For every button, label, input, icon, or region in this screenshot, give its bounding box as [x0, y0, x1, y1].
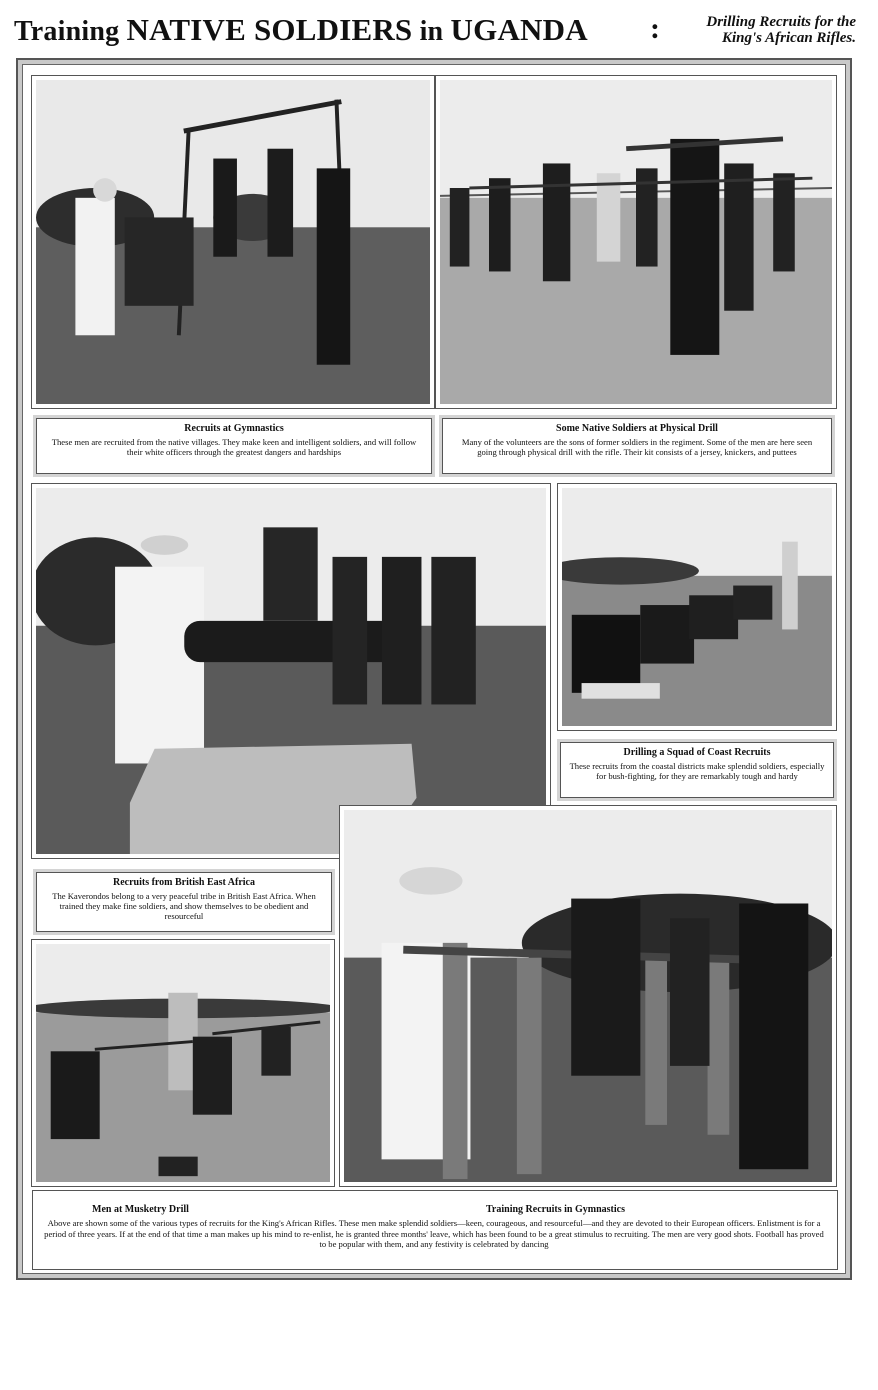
subtitle-line-2: King's African Rifles. — [721, 30, 856, 46]
subtitle — [656, 14, 856, 46]
footer-titles — [36, 1200, 832, 1218]
caption-training-gymnastics-title: Training Recruits in Gymnastics — [486, 1204, 625, 1215]
footer-caption-text: Above are shown some of the various types of recruits for the King's African Rifles. These men make splendid soldiers—keen, courageous, and resourceful—and they are devoted to their European officers. Enlistment is for a period of three years. If at the end of that time a man makes up his mind to re-enlist, he is granted three months' leave, which has been found to be a great stimulus to recruiting. The men are very good shots. Football has proved to be popular with them, and any festivity is celebrated by dancing — [44, 1218, 824, 1249]
caption-coast-recruits — [560, 742, 834, 798]
caption-text: The Kaverondos belong to a very peaceful tribe in British East Africa. When trained they make fine soldiers, and show themselves to be obedient and resourceful — [52, 891, 316, 921]
caption-recruits-gymnastics — [36, 418, 432, 474]
photo-musketry-drill — [32, 940, 334, 1186]
caption-title: Recruits from British East Africa — [112, 877, 255, 888]
caption-title: Some Native Soldiers at Physical Drill — [556, 423, 718, 434]
photo-training-gymnastics — [340, 806, 836, 1186]
caption-title: Drilling a Squad of Coast Recruits — [623, 747, 771, 758]
caption-musketry-title: Men at Musketry Drill — [92, 1204, 189, 1215]
photo-coast-recruits — [558, 484, 836, 730]
caption-text: These recruits from the coastal districts make splendid soldiers, especially for bush-fighting, for they are remarkably tough and hardy — [569, 761, 825, 781]
subtitle-line-1: Drilling Recruits for the — [706, 14, 856, 30]
caption-text: Many of the volunteers are the sons of former soldiers in the regiment. Some of the men are here seen going through physical drill with the rifle. Their kit consists of a jersey, knickers, and puttees — [461, 437, 813, 457]
caption-text: These men are recruited from the native villages. They make keen and intelligent soldiers, and will follow their white officers through the greatest dangers and hardships — [51, 437, 417, 457]
caption-title: Recruits at Gymnastics — [184, 423, 284, 434]
photo-recruits-gymnastics — [32, 76, 434, 408]
photo-british-east-africa — [32, 484, 550, 858]
caption-british-east-africa — [36, 872, 332, 932]
photo-physical-drill — [436, 76, 836, 408]
title-separator: : — [650, 12, 660, 45]
caption-physical-drill — [442, 418, 832, 474]
title-place: UGANDA — [450, 12, 588, 47]
title-prefix: Training — [14, 16, 120, 47]
title-caps: NATIVE SOLDIERS — [126, 12, 413, 47]
title-mid: in — [419, 16, 444, 47]
page-title — [14, 12, 588, 48]
